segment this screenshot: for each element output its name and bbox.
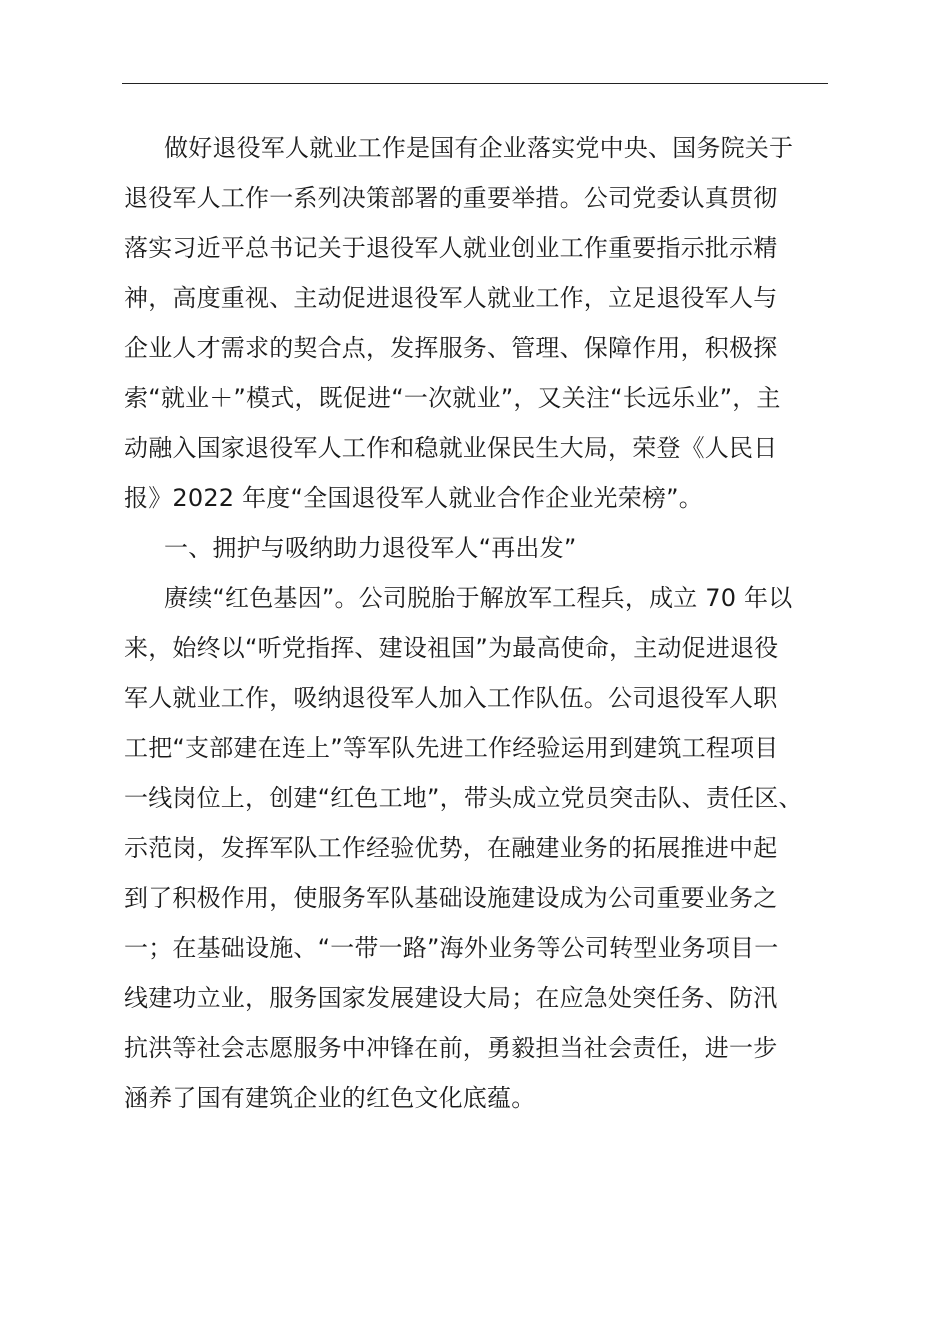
body-text: [124, 123, 826, 1123]
paragraph-red-gene-line-3: 军人就业工作，吸纳退役军人加入工作队伍。公司退役军人职: [124, 684, 778, 712]
header-rule: [122, 83, 828, 84]
paragraph-red-gene-line-11: 涵养了国有建筑企业的红色文化底蕴。: [124, 1084, 536, 1112]
paragraph-intro-line-7: 动融入国家退役军人工作和稳就业保民生大局，荣登《人民日: [124, 434, 778, 462]
paragraph-red-gene-line-2: 来，始终以“听党指挥、建设祖国”为最高使命，主动促进退役: [124, 634, 779, 662]
paragraph-red-gene-line-7: 到了积极作用，使服务军队基础设施建设成为公司重要业务之: [124, 884, 778, 912]
paragraph-red-gene-line-9: 线建功立业，服务国家发展建设大局；在应急处突任务、防汛: [124, 984, 778, 1012]
paragraph-intro-line-1: 做好退役军人就业工作是国有企业落实党中央、国务院关于: [164, 134, 794, 162]
paragraph-red-gene-line-8: 一；在基础设施、“一带一路”海外业务等公司转型业务项目一: [124, 934, 779, 962]
paragraph-intro-line-4: 神，高度重视、主动促进退役军人就业工作，立足退役军人与: [124, 284, 778, 312]
paragraph-red-gene-line-10: 抗洪等社会志愿服务中冲锋在前，勇毅担当社会责任，进一步: [124, 1034, 778, 1062]
paragraph-intro-line-2: 退役军人工作一系列决策部署的重要举措。公司党委认真贯彻: [124, 184, 778, 212]
paragraph-intro-line-6: 索“就业＋”模式，既促进“一次就业”，又关注“长远乐业”，主: [124, 384, 781, 412]
paragraph-intro-line-3: 落实习近平总书记关于退役军人就业创业工作重要指示批示精: [124, 234, 778, 262]
paragraph-red-gene-line-1: 赓续“红色基因”。公司脱胎于解放军工程兵，成立 70 年以: [164, 584, 793, 612]
paragraph-intro-line-8: 报》2022 年度“全国退役军人就业合作企业光荣榜”。: [124, 484, 703, 512]
paragraph-red-gene-line-4: 工把“支部建在连上”等军队先进工作经验运用到建筑工程项目: [124, 734, 779, 762]
paragraph-red-gene-line-5: 一线岗位上，创建“红色工地”，带头成立党员突击队、责任区、: [124, 784, 803, 812]
paragraph-intro-line-5: 企业人才需求的契合点，发挥服务、管理、保障作用，积极探: [124, 334, 778, 362]
section-heading: 一、拥护与吸纳助力退役军人“再出发”: [164, 534, 577, 562]
paragraph-red-gene-line-6: 示范岗，发挥军队工作经验优势，在融建业务的拓展推进中起: [124, 834, 778, 862]
